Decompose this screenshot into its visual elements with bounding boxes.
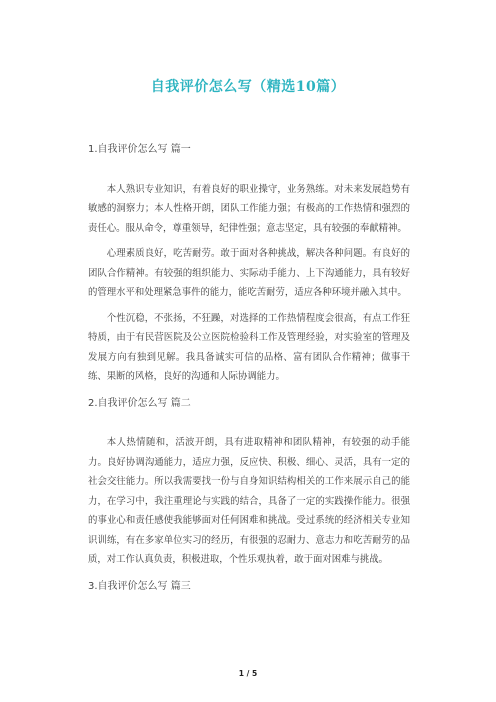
section-heading-2: 2.自我评价怎么写 篇二 xyxy=(88,397,191,409)
section-1-paragraph-2: 心理素质良好，吃苦耐劳。敢于面对各种挑战，解决各种问题。有良好的团队合作精神。有较强的组织能力、实际动手能力、上下沟通能力，具有较好的管理水平和处理紧急事件的能力，能吃苦耐劳，适应各种环境并融入其中。 xyxy=(88,248,410,298)
section-heading-1: 1.自我评价怎么写 篇一 xyxy=(88,144,191,155)
page-indicator: 1 / 5 xyxy=(238,669,258,678)
section-1-paragraph-3: 个性沉稳，不张扬，不狂躁，对选择的工作热情程度会很高，有点工作狂特质，由于有民营医院及公立医院检验科工作及管理经验，对实验室的管理及发展方向有独到见解。我具备诚实可信的品格、富有团队合作精神；做事干练、果断的风格，良好的沟通和人际协调能力。 xyxy=(88,312,410,382)
section-1-paragraph-1: 本人熟识专业知识，有着良好的职业操守，业务熟练。对未来发展趋势有敏感的洞察力；本人性格开朗，团队工作能力强；有极高的工作热情和强烈的责任心。服从命令，尊重领导，纪律性强；意志坚定，具有较强的奉献精神。 xyxy=(88,183,410,234)
section-heading-3: 3.自我评价怎么写 篇三 xyxy=(88,580,191,592)
document-body xyxy=(88,140,410,603)
document-title: 自我评价怎么写（精选10篇） xyxy=(150,79,346,95)
section-2-paragraph-1: 本人热情随和，活波开朗，具有进取精神和团队精神，有较强的动手能力。良好协调沟通能力，适应力强，反应快、积极、细心、灵活，具有一定的社会交往能力。所以我需要找一份与自身知识结构相关的工作来展示自己的能力，在学习中，我注重理论与实践的结合，具备了一定的实践操作能力。很强的事业心和责任感使我能够面对任何困难和挑战。受过系统的经济相关专业知识训练，有在多家单位实习的经历，有很强的忍耐力、意志力和吃苦耐劳的品质，对工作认真负责，积极进取，个性乐观执着，敢于面对困难与挑战。 xyxy=(88,437,410,565)
